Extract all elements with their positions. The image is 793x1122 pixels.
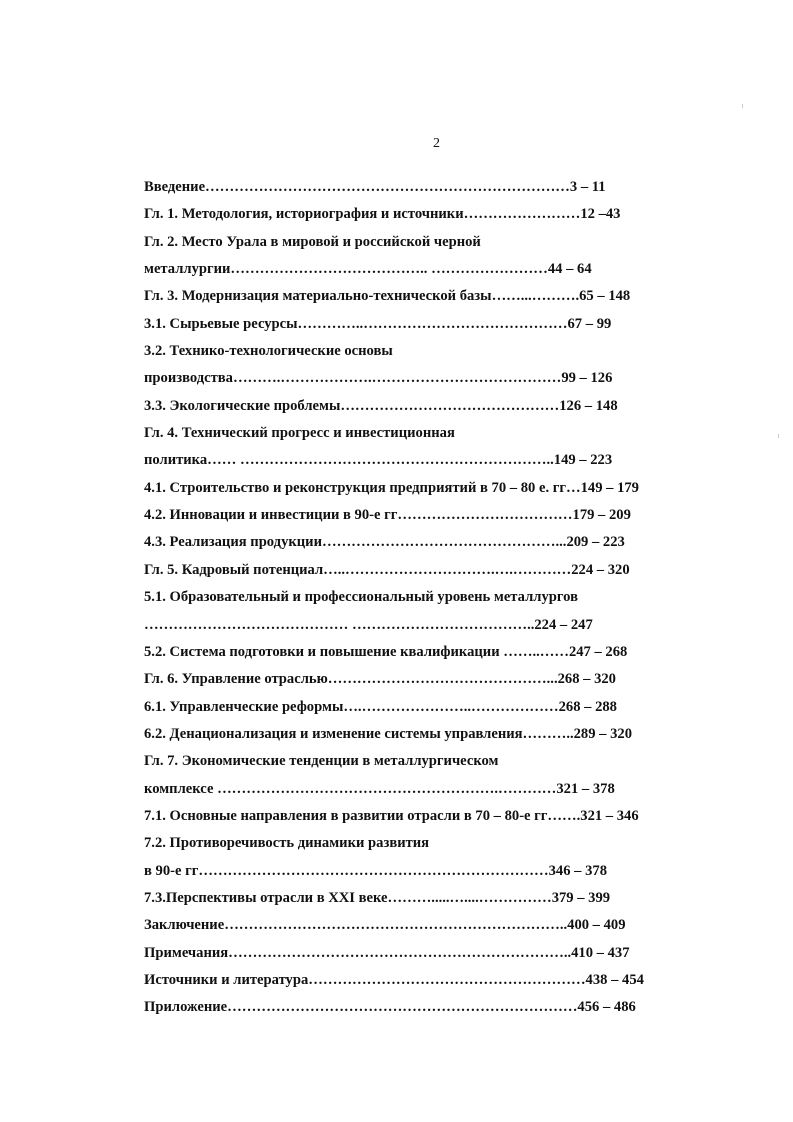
toc-entry-chapter-3: Гл. 3. Модернизация материально-технической базы……...……….65 – 148 <box>144 288 631 305</box>
toc-entry-section-7-1: 7.1. Основные направления в развитии отрасли в 70 – 80-е гг…….321 – 346 <box>144 807 639 824</box>
toc-entry-section-5-2: 5.2. Система подготовки и повышение квалификации ……..……247 – 268 <box>144 643 628 660</box>
scan-speck <box>742 104 743 108</box>
toc-entry-section-4-3: 4.3. Реализация продукции…………………………………………...209 – 223 <box>144 534 625 551</box>
toc-entry-section-3-2: 3.2. Технико-технологические основы <box>144 343 393 360</box>
toc-entry-section-7-3: 7.3.Перспективы отрасли в XXI веке……….....…....……………379 – 399 <box>144 889 611 906</box>
toc-entry-chapter-2: Гл. 2. Место Урала в мировой и российской черной <box>144 233 481 250</box>
toc-entry-notes: Примечания……………………………………………………………..410 – 437 <box>144 944 630 961</box>
page-number: 2 <box>433 136 440 151</box>
toc-entry-section-3-3: 3.3. Экологические проблемы………………………………………126 – 148 <box>144 397 618 414</box>
toc-entry-section-3-1: 3.1. Сырьевые ресурсы…………..……………………………………67 – 99 <box>144 315 612 332</box>
toc-entry-chapter-1: Гл. 1. Методология, историография и источники……………………12 –43 <box>144 206 621 223</box>
toc-entry-section-6-1: 6.1. Управленческие реформы….…………………..………………268 – 288 <box>144 698 617 715</box>
toc-entry-introduction: Введение…………………………………………………………………3 – 11 <box>144 179 606 195</box>
toc-entry-chapter-5: Гл. 5. Кадровый потенциал…..………………………….….…………224 – 320 <box>144 561 630 578</box>
toc-entry-section-5-1: 5.1. Образовательный и профессиональный уровень металлургов <box>144 589 578 606</box>
toc-entry-section-3-2-cont: производства……….……………….…………………………………99 – 126 <box>144 370 613 387</box>
toc-entry-section-4-1: 4.1. Строительство и реконструкция предприятий в 70 – 80 е. гг…149 – 179 <box>144 479 639 496</box>
toc-entry-section-5-1-cont: …………………………………… ………………………………..224 – 247 <box>144 616 593 633</box>
toc-entry-chapter-4-cont: политика…… ………………………………………………………..149 – 223 <box>144 452 613 469</box>
toc-entry-chapter-4: Гл. 4. Технический прогресс и инвестиционная <box>144 425 455 442</box>
toc-entry-chapter-6: Гл. 6. Управление отраслью………………………………………...268 – 320 <box>144 671 616 688</box>
toc-entry-conclusion: Заключение……………………………………………………………..400 – 409 <box>144 917 626 934</box>
toc-entry-sources: Источники и литература…………………………………………………438 – 454 <box>144 971 644 988</box>
toc-entry-chapter-7: Гл. 7. Экономические тенденции в металлургическом <box>144 753 499 770</box>
table-of-contents <box>144 174 704 1022</box>
toc-entry-chapter-2-cont: металлургии………………………………….. ……………………44 – 64 <box>144 261 592 278</box>
toc-entry-appendix: Приложение………………………………………………………………456 – 486 <box>144 999 636 1016</box>
scan-speck <box>778 434 779 438</box>
toc-entry-section-4-2: 4.2. Инновации и инвестиции в 90-е гг………………………………179 – 209 <box>144 507 631 524</box>
toc-entry-chapter-7-cont: комплексе ………………………………………………….…………321 – 378 <box>144 780 615 797</box>
toc-entry-section-7-2: 7.2. Противоречивость динамики развития <box>144 835 430 852</box>
toc-entry-section-6-2: 6.2. Денационализация и изменение системы управления………..289 – 320 <box>144 725 633 742</box>
toc-entry-section-7-2-cont: в 90-е гг………………………………………………………………346 – 378 <box>144 862 607 879</box>
